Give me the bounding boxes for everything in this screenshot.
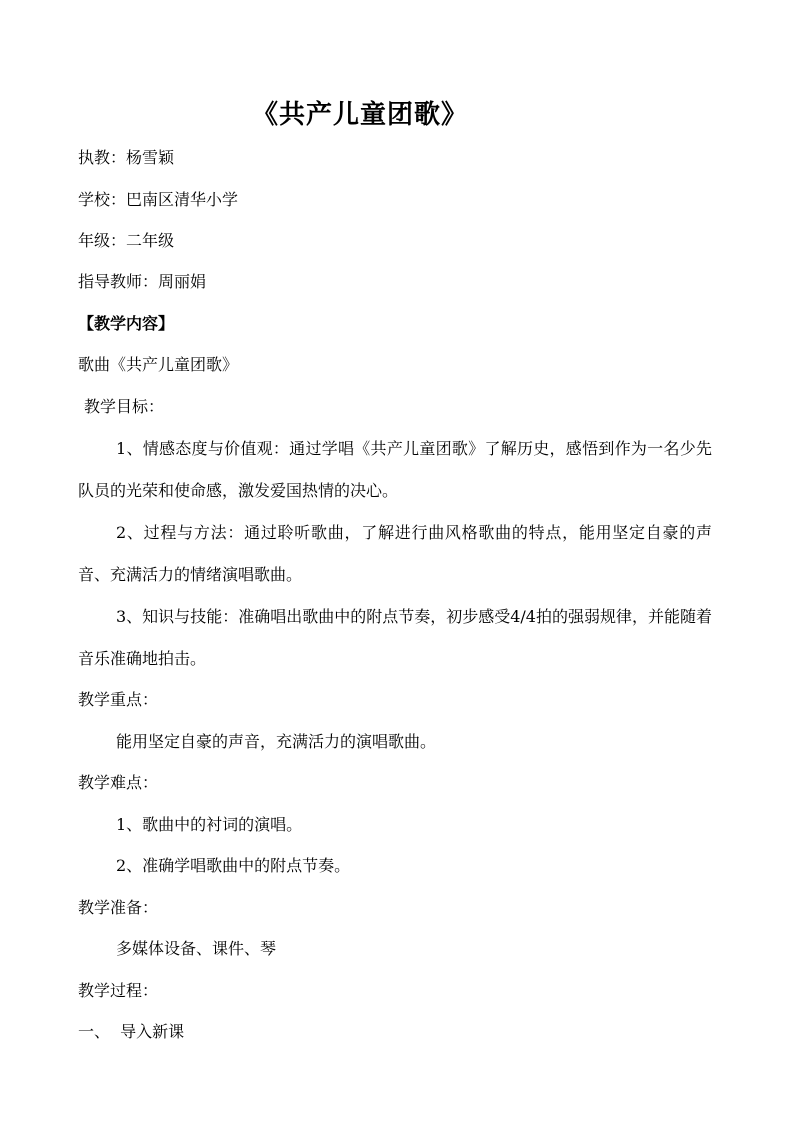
difficulty-item-1: 1、歌曲中的衬词的演唱。 (116, 815, 303, 834)
goal-item-3: 3、知识与技能：准确唱出歌曲中的附点节奏，初步感受4/4拍的强弱规律，并能随着音乐准确地拍击。 (78, 607, 712, 668)
document-title: 《共产儿童团歌》 (251, 100, 468, 130)
grade-line: 年级：二年级 (78, 231, 175, 250)
school-line: 学校：巴南区清华小学 (78, 190, 239, 209)
goals-heading: 教学目标： (84, 397, 165, 416)
difficulties-heading: 教学难点： (78, 773, 159, 792)
difficulty-item-2: 2、准确学唱歌曲中的附点节奏。 (116, 856, 351, 875)
goal-item-2: 2、过程与方法：通过聆听歌曲，了解进行曲风格歌曲的特点，能用坚定自豪的声音、充满活力的情绪演唱歌曲。 (78, 523, 712, 584)
advisor-line: 指导教师：周丽娟 (78, 272, 207, 291)
goal-item-1: 1、情感态度与价值观：通过学唱《共产儿童团歌》了解历史，感悟到作为一名少先队员的光荣和使命感，激发爱国热情的决心。 (78, 439, 712, 500)
content-heading: 【教学内容】 (78, 314, 175, 333)
process-heading: 教学过程： (78, 981, 159, 1000)
preparation-heading: 教学准备： (78, 898, 159, 917)
key-points-text: 能用坚定自豪的声音，充满活力的演唱歌曲。 (116, 732, 437, 751)
teacher-line: 执教：杨雪颖 (78, 148, 175, 167)
song-line: 歌曲《共产儿童团歌》 (78, 355, 239, 374)
process-step-1: 一、 导入新课 (78, 1022, 185, 1041)
key-points-heading: 教学重点： (78, 690, 159, 709)
preparation-text: 多媒体设备、课件、琴 (116, 939, 277, 958)
